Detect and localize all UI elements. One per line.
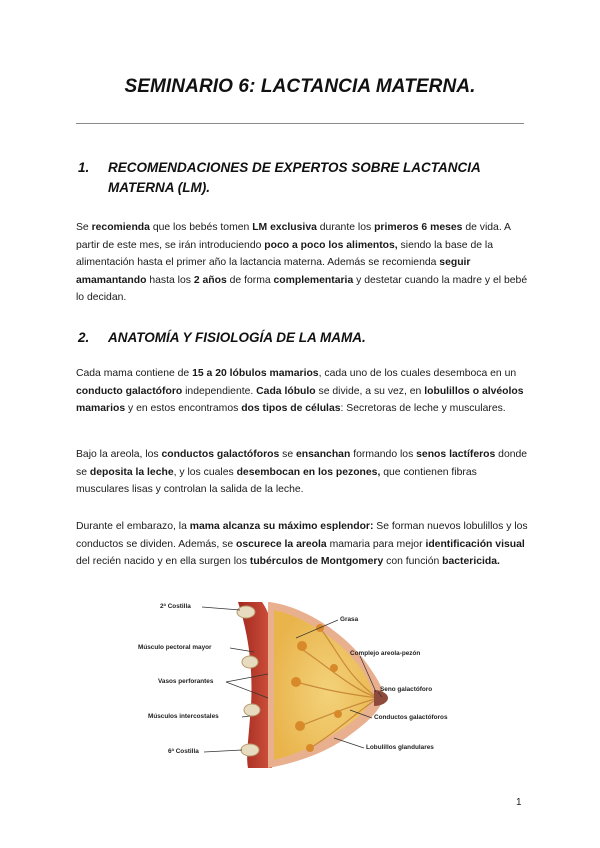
rib-shape [244, 704, 260, 716]
bold-run: poco a poco los alimentos, [264, 239, 398, 251]
label-lactiferous-ducts: Conductos galactóforos [374, 714, 448, 721]
bold-run: desembocan en los pezones, [236, 466, 381, 478]
bold-run: mama alcanza su máximo esplendor: [189, 521, 374, 532]
bold-run: complementaria [273, 274, 354, 286]
text-run: Cada mama contiene de [76, 368, 193, 379]
label-2nd-rib: 2ª Costilla [160, 603, 191, 610]
bold-run: conducto galactóforo [76, 385, 183, 397]
text-run: Se forman nuevos lobulillos y los conductos se dividen. Además, se [76, 521, 528, 550]
text-run: de vida. A partir de este mes, se irán introduciendo [76, 222, 511, 251]
bold-run: Cada lóbulo [256, 385, 316, 397]
text-run: Durante el embarazo, la [76, 521, 190, 532]
bold-run: recomienda [91, 222, 150, 233]
section-2-paragraph-1 [76, 365, 528, 418]
text-run: hasta los [146, 274, 194, 286]
title-divider [76, 123, 524, 124]
page-title: SEMINARIO 6: LACTANCIA MATERNA. [124, 76, 476, 97]
bold-run: bactericida. [442, 556, 500, 568]
rib-shape [242, 656, 258, 668]
section-2-number: 2. [78, 330, 90, 345]
text-run: donde se [76, 449, 528, 478]
text-run: que contienen fibras musculares lisas y controlan la salida de la leche. [76, 466, 477, 496]
text-run: que los bebés tomen [149, 222, 253, 233]
text-run: formando los [350, 449, 417, 460]
bold-run: LM exclusiva [252, 222, 317, 233]
text-run: Bajo la areola, los [76, 449, 162, 460]
text-run: se [279, 449, 297, 460]
bold-run: primeros 6 meses [374, 222, 463, 233]
text-run: , y los cuales [173, 466, 237, 478]
bold-run: conductos galactóforos [161, 449, 280, 460]
bold-run: identificación visual [425, 538, 525, 550]
page-number: 1 [516, 797, 522, 808]
label-pectoral-major: Músculo pectoral mayor [138, 644, 212, 651]
bold-run: 15 a 20 lóbulos mamarios [192, 368, 319, 379]
label-lactiferous-sinus: Seno galactóforo [380, 686, 433, 693]
label-6th-rib: 6ª Costilla [168, 748, 199, 755]
section-2-paragraph-2 [76, 446, 528, 499]
section-1-title: RECOMENDACIONES DE EXPERTOS SOBRE LACTANCIA MATERNA (LM). [108, 160, 481, 195]
text-run: de forma [226, 274, 274, 286]
text-run: durante los [316, 222, 375, 233]
section-1-number: 1. [78, 160, 90, 175]
rib-shape [241, 744, 259, 756]
bold-run: 2 años [193, 274, 227, 286]
bold-run: ensanchan [296, 449, 351, 460]
bold-run: dos tipos de células [241, 403, 341, 415]
bold-run: oscurece la areola [236, 538, 327, 550]
breast-anatomy-figure [138, 598, 460, 770]
rib-shape [237, 606, 255, 618]
bold-run: lobulillos o alvéolos mamarios [76, 385, 524, 415]
text-run: : Secretoras de leche y musculares. [340, 403, 506, 415]
label-areola-nipple-complex: Complejo areola-pezón [350, 650, 421, 657]
label-glandular-lobules: Lobulillos glandulares [366, 744, 434, 751]
section-1-heading [78, 158, 498, 198]
text-run: del recién nacido y en ella surgen los [76, 556, 250, 568]
label-perforating-vessels: Vasos perforantes [158, 678, 214, 685]
section-2-title: ANATOMÍA Y FISIOLOGÍA DE LA MAMA. [108, 330, 366, 345]
bold-run: senos lactíferos [416, 449, 496, 460]
section-1-paragraph-1 [76, 219, 528, 307]
text-run: se divide, a su vez, en [315, 385, 425, 397]
text-run: y en estos encontramos [125, 403, 242, 415]
text-run: , cada uno de los cuales desemboca en un [318, 368, 517, 379]
bold-run: seguir amamantando [76, 257, 471, 286]
text-run: y destetar cuando la madre y el bebé lo decidan. [76, 274, 528, 304]
text-run: mamaria para mejor [326, 538, 426, 550]
section-2-heading [78, 328, 498, 348]
text-run: con función [383, 556, 443, 568]
label-intercostal-muscles: Músculos intercostales [148, 713, 219, 720]
bold-run: deposita la leche [89, 466, 174, 478]
text-run: independiente. [182, 385, 257, 397]
text-run: siendo la base de la alimentación hasta el primer año la lactancia materna. Además se recomienda [76, 239, 493, 269]
label-fat: Grasa [340, 616, 359, 623]
text-run: Se [76, 222, 92, 233]
bold-run: tubérculos de Montgomery [249, 556, 384, 568]
section-2-paragraph-3 [76, 518, 528, 571]
